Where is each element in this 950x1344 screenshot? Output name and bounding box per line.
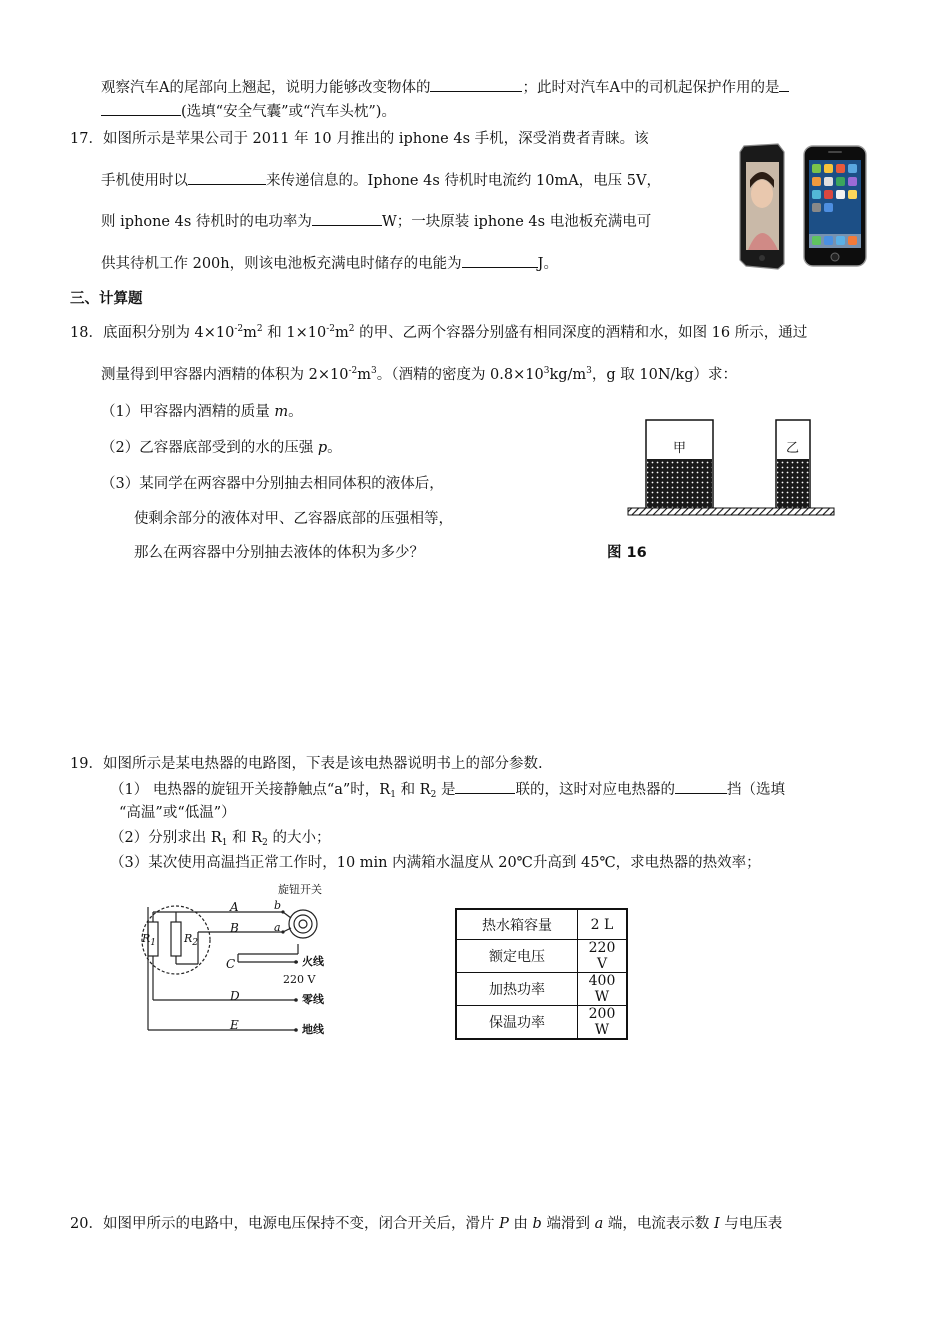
neutral-wire-label: 零线 (302, 993, 324, 1006)
q18-line-2: 测量得到甲容器内酒精的体积为 $2\times 10^{-2}m^3$。（酒精的密度为 $0.8\times 10^3kg/m^3$，g 取 10N/kg）求： (101, 366, 737, 383)
container-yi-label: 乙 (786, 441, 800, 456)
answer-blank (675, 779, 727, 794)
intro-line-2: (选填“安全气囊”或“汽车头枕”)。 (101, 101, 396, 122)
param-label: 保温功率 (456, 1006, 578, 1040)
contact-b: b (274, 899, 282, 912)
param-value: 200 W (578, 1006, 628, 1040)
section-title: 三、计算题 (70, 291, 143, 307)
q19-part-3: （3）某次使用高温挡正常工作时，10 min 内满箱水温度从 20℃升高到 45℃，求电热器的热效率； (110, 855, 761, 871)
phone-right (804, 146, 866, 266)
table-row (456, 1006, 627, 1040)
switch-label: 旋钮开关 (278, 883, 322, 896)
param-value: 2 L (578, 909, 628, 940)
phone-left (740, 144, 784, 269)
table-row (456, 909, 627, 940)
intro-line-1: 观察汽车A的尾部向上翘起，说明力能够改变物体的 ；此时对汽车A中的司机起保护作用的是 (101, 77, 789, 98)
circuit-diagram (128, 882, 343, 1040)
answer-blank (462, 253, 538, 268)
table-row (456, 940, 627, 973)
answer-blank (312, 211, 382, 226)
q20-line-1: 20．如图甲所示的电路中，电源电压保持不变，闭合开关后，滑片 P 由 b 端滑到 a 端，电流表示数 I 与电压表 (70, 1216, 783, 1232)
liquid-water (777, 459, 809, 508)
param-value: 400 W (578, 973, 628, 1006)
node-A: A (230, 900, 239, 914)
q18-part-3-line-2: 使剩余部分的液体对甲、乙容器底部的压强相等， (134, 511, 453, 527)
param-label: 额定电压 (456, 940, 578, 973)
table-row (456, 973, 627, 1006)
ground-wire-label: 地线 (302, 1023, 324, 1036)
parameter-table (455, 908, 628, 1040)
node-E: E (230, 1018, 239, 1032)
containers-diagram (625, 415, 840, 525)
q17-line-4: 供其待机工作 200h，则该电池板充满电时储存的电能为 J。 (101, 253, 558, 274)
contact-a: a (274, 921, 281, 934)
q18-part-3-line-3: 那么在两容器中分别抽去液体的体积为多少？ (134, 545, 424, 561)
param-value: 220 V (578, 940, 628, 973)
answer-blank (455, 779, 515, 794)
param-label: 热水箱容量 (456, 909, 578, 940)
q17-line-2: 手机使用时以 来传递信息的。Iphone 4s 待机时电流约 10mA，电压 5V， (101, 170, 661, 191)
q17-line-3: 则 iphone 4s 待机时的电功率为 W；一块原装 iphone 4s 电池板充满电可 (101, 211, 651, 232)
q18-line-1: 18．底面积分别为 $4\times 10^{-2}m^2$ 和 $1\times 10^{-2}m^2$ 的甲、乙两个容器分别盛有相同深度的酒精和水，如图 16 所示，通过 (70, 324, 808, 341)
node-D: D (230, 989, 240, 1003)
voltage-label: 220 V (283, 973, 316, 986)
figure-16 (625, 415, 840, 525)
answer-blank (188, 170, 266, 185)
liquid-alcohol (647, 459, 712, 508)
node-C: C (226, 957, 236, 971)
live-wire-label: 火线 (302, 955, 324, 968)
q18-part-3-line-1: （3）某同学在两容器中分别抽去相同体积的液体后， (101, 476, 444, 492)
figure-caption: 图 16 (607, 545, 647, 561)
iphone-image (738, 142, 880, 270)
answer-blank (101, 101, 181, 116)
container-jia-label: 甲 (673, 441, 687, 456)
q17-line-1: 17．如图所示是苹果公司于 2011 年 10 月推出的 iphone 4s 手机，深受消费者青睐。该 (70, 131, 649, 147)
ground (628, 508, 834, 515)
answer-blank (779, 77, 789, 92)
q18-part-1: （1）甲容器内酒精的质量 m。 (101, 404, 303, 420)
answer-blank (430, 77, 522, 92)
iphone-illustration (738, 142, 880, 270)
q19-part-1-line-1: （1） 电热器的旋钮开关接静触点“a”时，$R_1$ 和 $R_2$ 是 联的，这时对应电热器的 挡（选填 (110, 779, 785, 800)
q19-part-2: （2）分别求出 $R_1$ 和 $R_2$ 的大小； (110, 830, 331, 848)
q18-part-2: （2）乙容器底部受到的水的压强 p。 (101, 440, 342, 456)
node-B: B (230, 921, 239, 935)
q19-line-1: 19．如图所示是某电热器的电路图，下表是该电热器说明书上的部分参数. (70, 756, 543, 772)
resistor-r1-label: $R_1$ (142, 932, 157, 948)
param-label: 加热功率 (456, 973, 578, 1006)
q19-part-1-line-2: “高温”或“低温”） (119, 805, 236, 821)
resistor-r2-label: $R_2$ (184, 932, 199, 948)
